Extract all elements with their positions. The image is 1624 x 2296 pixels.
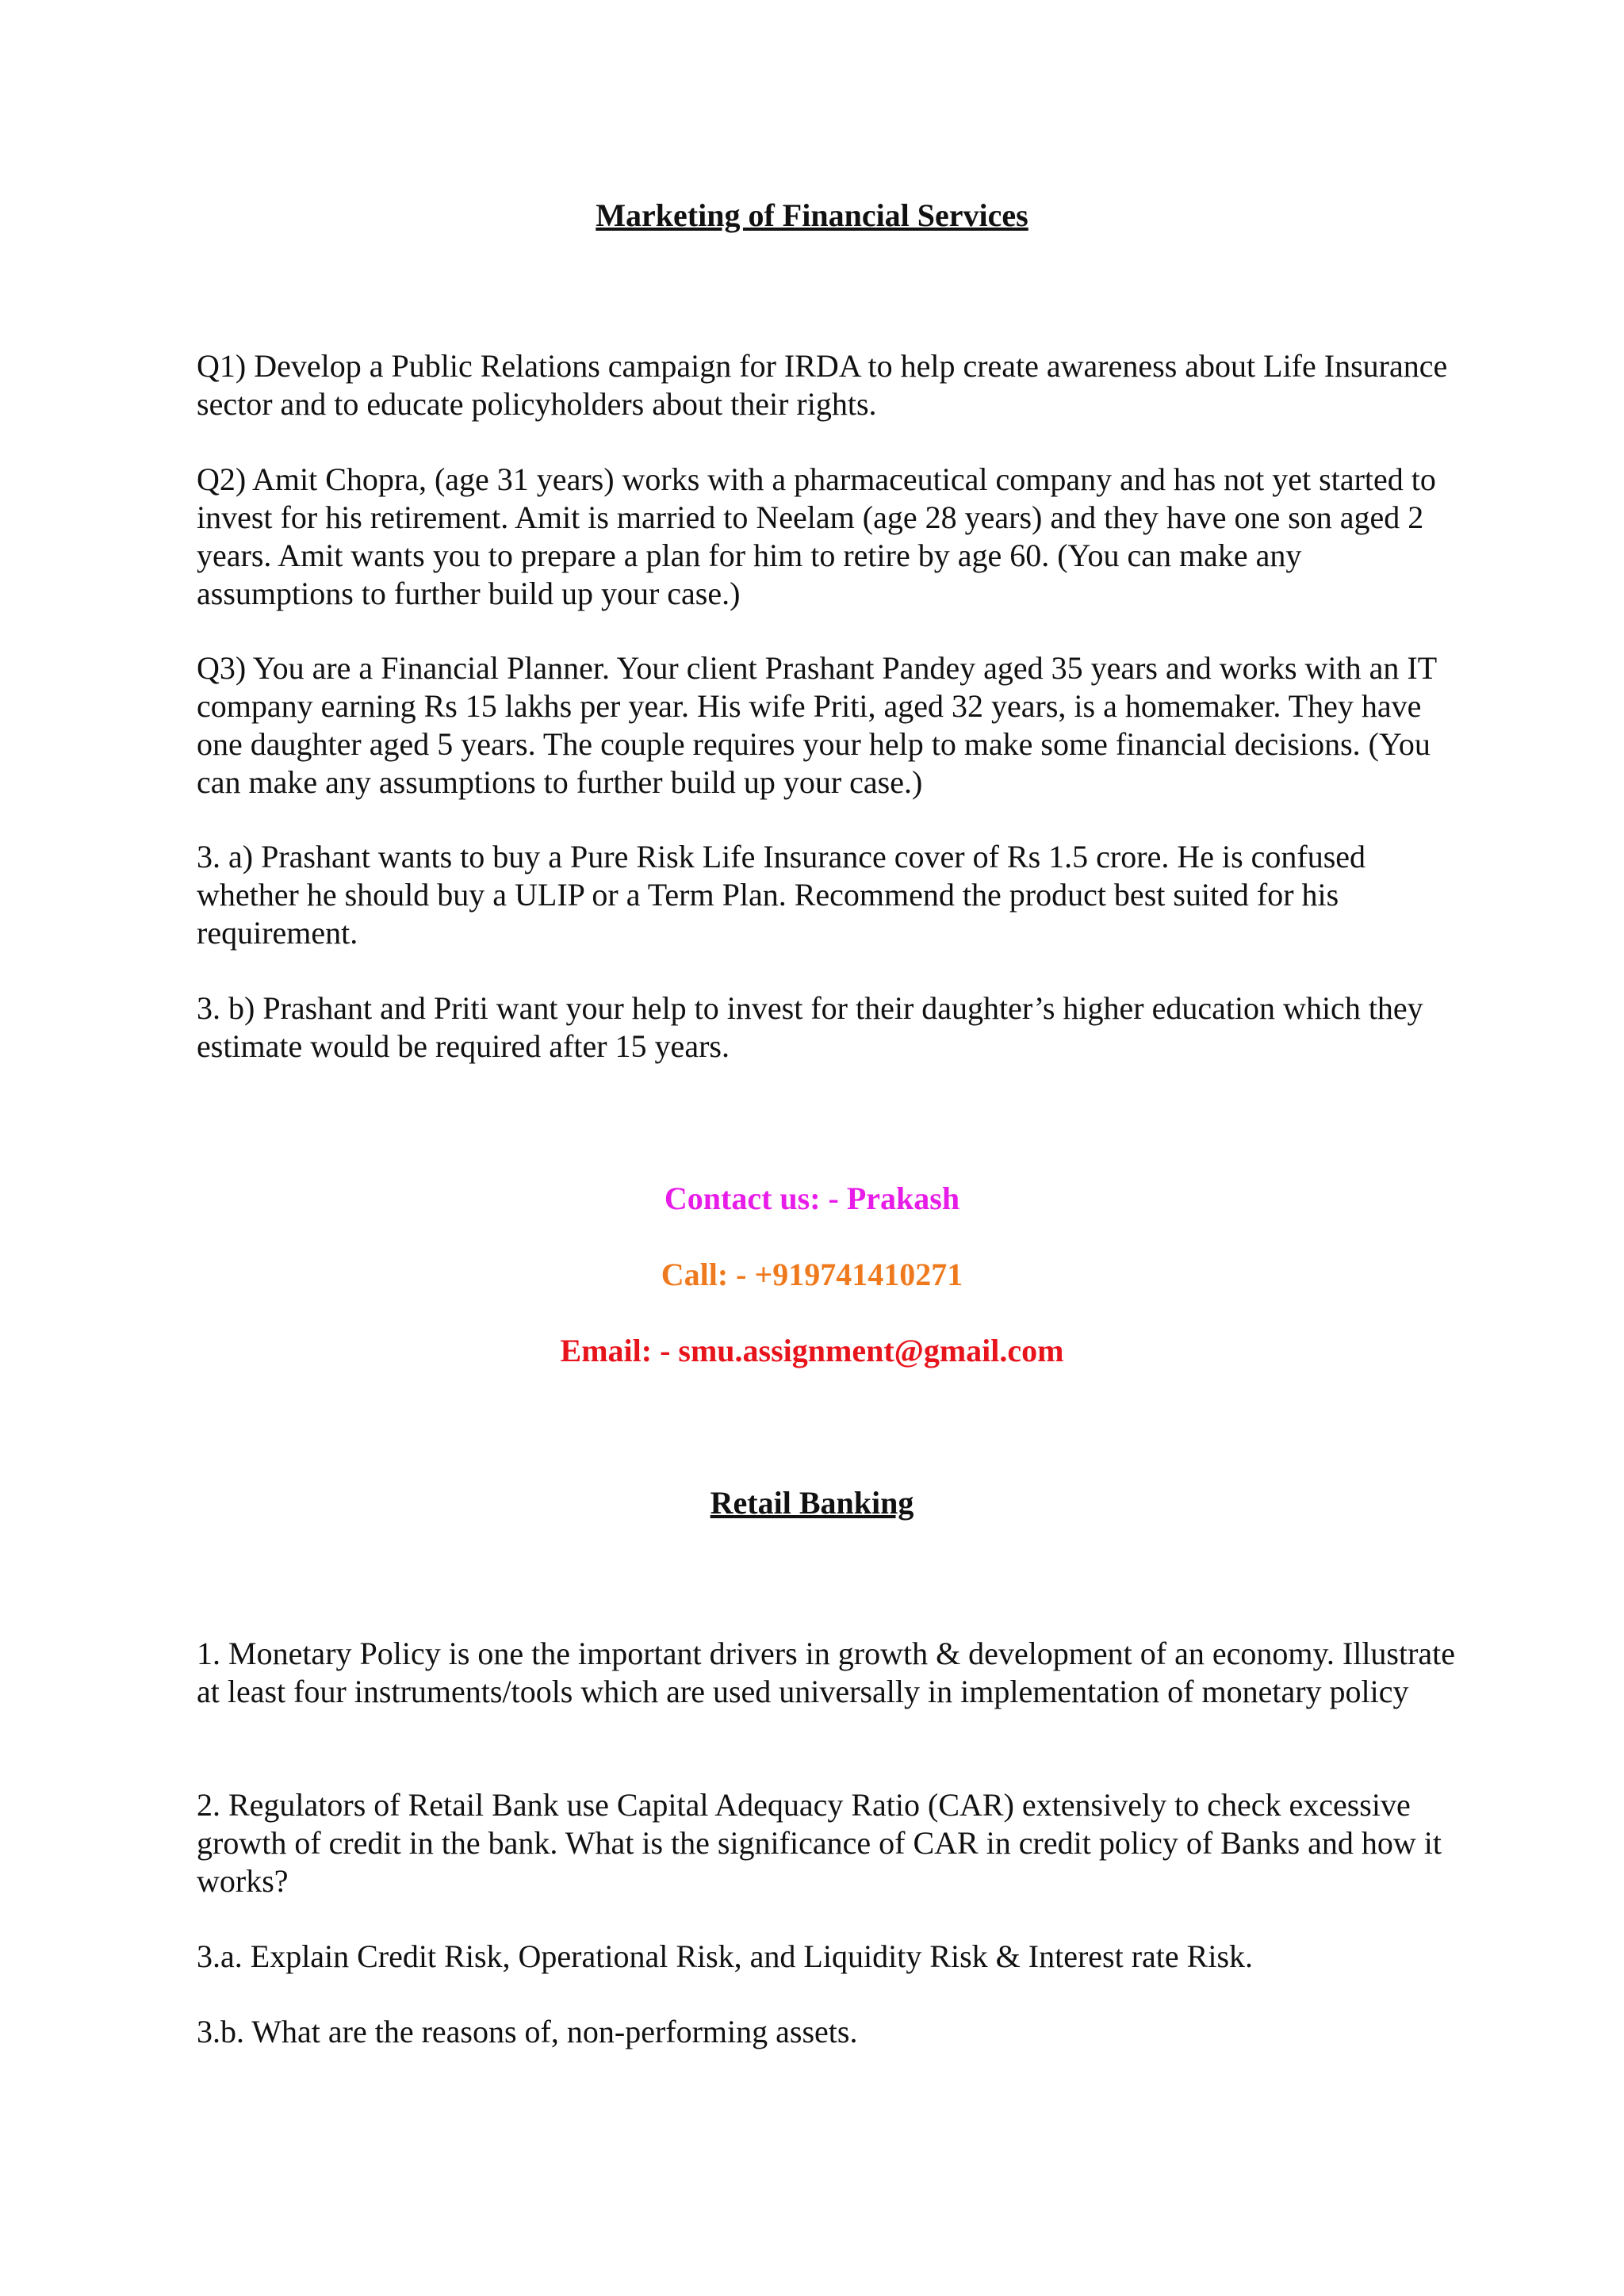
question-retail-1: 1. Monetary Policy is one the important drivers in growth & development of an economy. Illustrate at least four instruments/tools which are used universally in implementation of monetary policy	[197, 1636, 1456, 1709]
question-retail-2: 2. Regulators of Retail Bank use Capital Adequacy Ratio (CAR) extensively to check excessive growth of credit in the bank. What is the significance of CAR in credit policy of Banks and how it works?	[197, 1787, 1442, 1899]
section-title-marketing: Marketing of Financial Services	[596, 197, 1028, 233]
contact-name-line: Contact us: - Prakash	[664, 1181, 960, 1216]
question-q3: Q3) You are a Financial Planner. Your client Prashant Pandey aged 35 years and works with an IT company earning Rs 15 lakhs per year. His wife Priti, aged 32 years, is a homemaker. They have one daughter aged 5 years. The couple requires your help to make some financial decisions. (You can make any assumptions to further build up your case.)	[197, 650, 1437, 800]
question-q2: Q2) Amit Chopra, (age 31 years) works with a pharmaceutical company and has not yet started to invest for his retirement. Amit is married to Neelam (age 28 years) and they have one son aged 2 years. Amit wants you to prepare a plan for him to retire by age 60. (You can make any assumptions to further build up your case.)	[197, 461, 1436, 611]
section-title-retail-banking: Retail Banking	[710, 1485, 914, 1521]
question-retail-3b: 3.b. What are the reasons of, non-performing assets.	[197, 2014, 858, 2049]
question-q1: Q1) Develop a Public Relations campaign for IRDA to help create awareness about Life Insurance sector and to educate policyholders about their rights.	[197, 348, 1448, 422]
question-retail-3a: 3.a. Explain Credit Risk, Operational Risk, and Liquidity Risk & Interest rate Risk.	[197, 1938, 1254, 1974]
contact-phone-line: Call: - +919741410271	[661, 1257, 963, 1292]
contact-email-line: Email: - smu.assignment@gmail.com	[560, 1333, 1064, 1368]
question-3a: 3. a) Prashant wants to buy a Pure Risk Life Insurance cover of Rs 1.5 crore. He is confused whether he should buy a ULIP or a Term Plan. Recommend the product best suited for his requirement.	[197, 839, 1366, 951]
question-3b: 3. b) Prashant and Priti want your help to invest for their daughter’s higher education which they estimate would be required after 15 years.	[197, 990, 1423, 1064]
